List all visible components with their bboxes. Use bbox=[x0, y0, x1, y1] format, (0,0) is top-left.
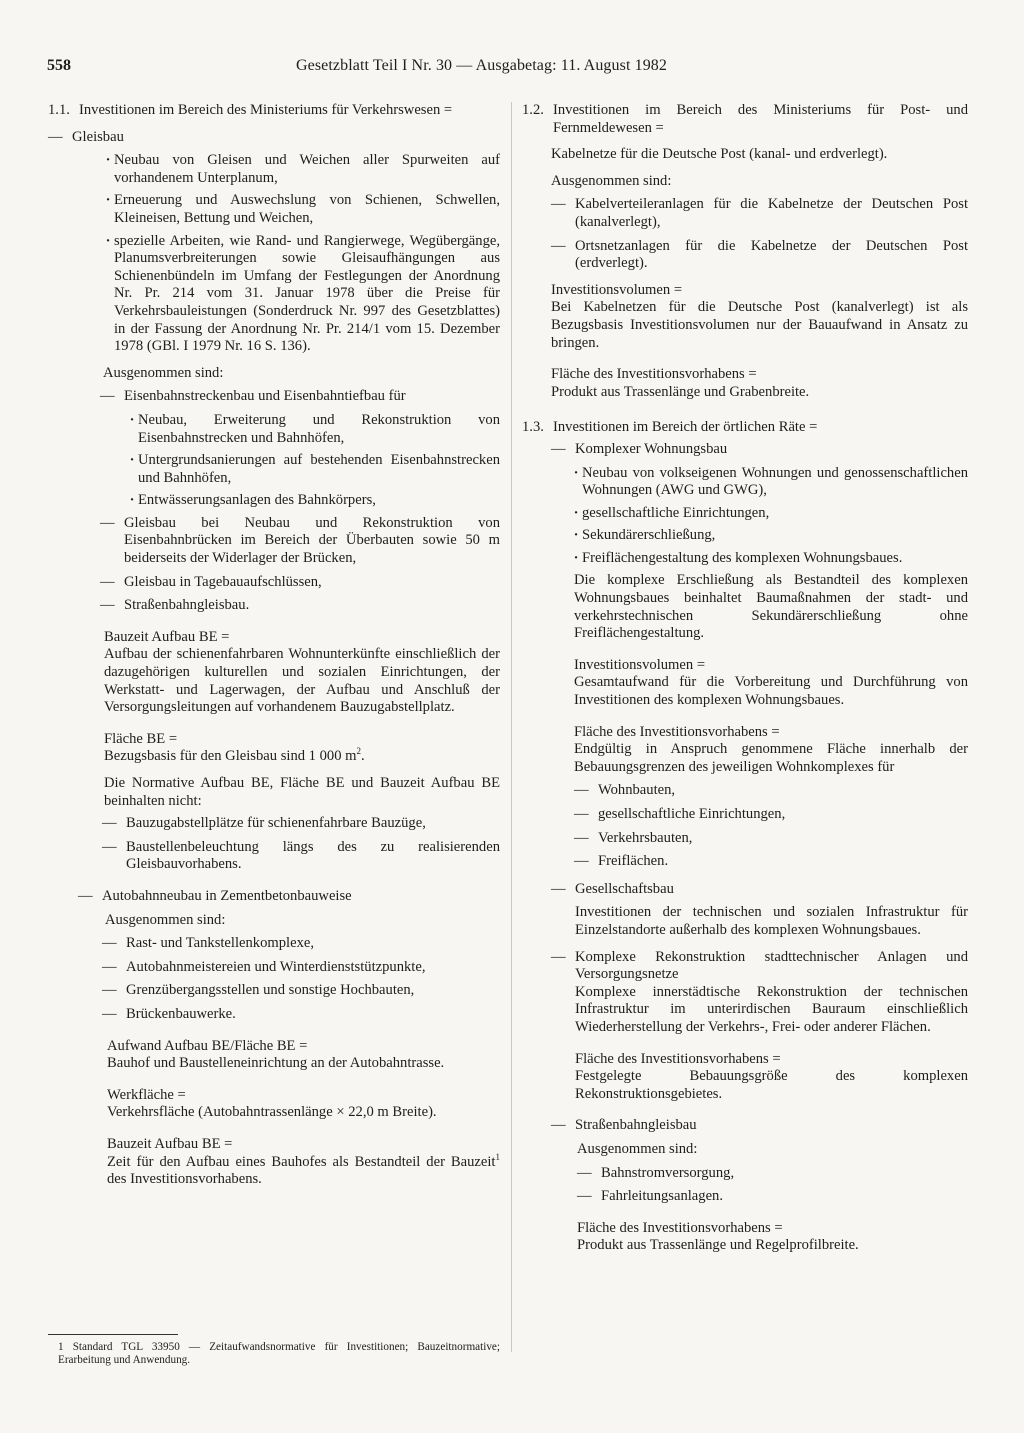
list-text: Autobahnmeistereien und Winterdienststützpunkte, bbox=[126, 958, 426, 975]
list-text: gesellschaftliche Einrichtungen, bbox=[582, 504, 770, 521]
list-text: Untergrundsanierungen auf bestehenden Eisenbahnstrecken und Bahnhöfen, bbox=[138, 452, 500, 486]
list-item bbox=[102, 1006, 500, 1024]
list-item bbox=[577, 1165, 968, 1183]
list-text: Kabelverteileranlagen für die Kabelnetze der Deutschen Post (kanalverlegt), bbox=[575, 196, 968, 230]
section-title: Investitionen im Bereich des Ministeriums für Post- und Fernmeldewesen = bbox=[553, 102, 968, 136]
paragraph-heading: Investitionsvolumen = bbox=[551, 281, 683, 298]
bullet-mark: · bbox=[105, 192, 111, 209]
list-text: Eisenbahnstreckenbau und Eisenbahntiefbau für bbox=[124, 388, 406, 405]
bauzeit-text-end: des Investitionsvorhabens. bbox=[107, 1171, 262, 1188]
list-item bbox=[48, 129, 500, 147]
section-1-3 bbox=[522, 419, 968, 437]
dash-mark: — bbox=[102, 958, 117, 975]
paragraph: Bei Kabelnetzen für die Deutsche Post (kanalverlegt) ist als Bezugsbasis Investitionsvolumen nur der Bauaufwand in Ansatz zu bringen. bbox=[551, 299, 968, 351]
dash-mark: — bbox=[102, 838, 117, 855]
list-text: Bahnstromversorgung, bbox=[601, 1164, 735, 1181]
bullet-mark: · bbox=[573, 527, 579, 544]
section-1-2 bbox=[522, 102, 968, 137]
list-item bbox=[574, 830, 968, 848]
punctuation: . bbox=[361, 748, 365, 765]
dash-mark: — bbox=[551, 440, 566, 457]
left-column bbox=[48, 102, 500, 1189]
list-text: Wohnbauten, bbox=[598, 782, 676, 799]
list-text: Neubau von Gleisen und Weichen aller Spurweiten auf vorhandenem Unterplanum, bbox=[114, 152, 500, 186]
list-text: Gleisbau in Tagebauaufschlüssen, bbox=[124, 573, 322, 590]
paragraph: Die komplexe Erschließung als Bestandteil des komplexen Wohnungsbaues beinhaltet Baumaßnahmen der stadt- und verkehrstechnischen Sekundärerschließung ohne Freiflächengestaltung. bbox=[574, 572, 968, 642]
section-title: Investitionen im Bereich der örtlichen Räte = bbox=[553, 419, 818, 436]
list-item bbox=[570, 465, 968, 500]
list-text: Neubau, Erweiterung und Rekonstruktion von Eisenbahnstrecken und Bahnhöfen, bbox=[138, 411, 500, 446]
paragraph-heading: Fläche des Investitionsvorhabens = bbox=[577, 1219, 783, 1236]
list-item bbox=[100, 574, 500, 592]
paragraph: Kabelnetze für die Deutsche Post (kanal- und erdverlegt). bbox=[551, 146, 888, 163]
dash-mark: — bbox=[102, 935, 117, 952]
section-number: 1.1. bbox=[48, 102, 70, 118]
list-item bbox=[102, 815, 500, 833]
list-item bbox=[100, 388, 500, 406]
list-item bbox=[102, 152, 500, 187]
paragraph-heading: Bauzeit Aufbau BE = bbox=[107, 1135, 233, 1152]
subheading: Komplexer Wohnungsbau bbox=[575, 440, 728, 457]
bullet-mark: · bbox=[129, 452, 135, 469]
list-text: Verkehrsbauten, bbox=[598, 829, 693, 846]
paragraph: Die Normative Aufbau BE, Fläche BE und Bauzeit Aufbau BE beinhalten nicht: bbox=[104, 775, 500, 809]
list-item bbox=[126, 412, 500, 447]
paragraph-heading: Bauzeit Aufbau BE = bbox=[104, 628, 230, 645]
list-item bbox=[574, 782, 968, 800]
subheading: Gleisbau bbox=[72, 128, 124, 145]
list-text: gesellschaftliche Einrichtungen, bbox=[598, 806, 786, 822]
dash-mark: — bbox=[102, 815, 117, 832]
paragraph-heading: Fläche des Investitionsvorhabens = bbox=[551, 366, 757, 383]
paragraph-heading: Investitionsvolumen = bbox=[574, 656, 706, 673]
paragraph bbox=[107, 1151, 500, 1189]
list-item bbox=[78, 888, 500, 906]
list-item bbox=[551, 1117, 968, 1135]
footnote: 1 Standard TGL 33950 — Zeitaufwandsnormative für Investitionen; Bauzeitnormative; Erarbeitung und Anwendung. bbox=[58, 1341, 500, 1366]
paragraph: Investitionen der technischen und sozialen Infrastruktur für Einzelstandorte außerhalb des komplexen Wohnungsbaues. bbox=[575, 904, 968, 938]
right-column bbox=[522, 102, 968, 1255]
bauzeit-text: Zeit für den Aufbau eines Bauhofes als Bestandteil der Bauzeit bbox=[107, 1153, 496, 1170]
paragraph: Ausgenommen sind: bbox=[551, 172, 672, 189]
bullet-mark: · bbox=[129, 492, 135, 509]
list-item bbox=[551, 196, 968, 231]
subheading: Straßenbahngleisbau bbox=[575, 1117, 697, 1134]
paragraph: Aufbau der schienenfahrbaren Wohnunterkünfte einschließlich der dazugehörigen kulturellen und sozialen Einrichtungen, der Werkstatt- und Lagerwagen, der Aufbau und Anschluß der Versorgungsleitungen auf vorhandenem Bauzugabstellplatz. bbox=[104, 646, 500, 716]
column-rule bbox=[511, 102, 512, 1352]
area-text: Bezugsbasis für den Gleisbau sind 1 000 m bbox=[104, 748, 357, 765]
subheading: Gesellschaftsbau bbox=[575, 880, 674, 897]
paragraph-heading: Aufwand Aufbau BE/Fläche BE = bbox=[107, 1037, 308, 1054]
list-text: Straßenbahngleisbau. bbox=[124, 597, 250, 614]
list-item bbox=[577, 1188, 968, 1206]
paragraph: Gesamtaufwand für die Vorbereitung und Durchführung von Investitionen des komplexen Wohnungsbaues. bbox=[574, 674, 968, 709]
paragraph bbox=[104, 748, 500, 766]
list-item bbox=[100, 597, 500, 615]
dash-mark: — bbox=[577, 1188, 592, 1205]
section-title: Investitionen im Bereich des Ministeriums für Verkehrswesen = bbox=[79, 102, 453, 118]
dash-mark: — bbox=[574, 853, 589, 870]
list-text: Fahrleitungsanlagen. bbox=[601, 1188, 723, 1205]
dash-mark: — bbox=[551, 196, 566, 213]
list-item bbox=[574, 853, 968, 871]
running-header: Gesetzblatt Teil I Nr. 30 — Ausgabetag: 11. August 1982 bbox=[296, 57, 667, 74]
list-item bbox=[102, 982, 500, 1000]
dash-mark: — bbox=[551, 237, 566, 254]
dash-mark: — bbox=[551, 948, 566, 965]
subheading: Komplexe Rekonstruktion stadttechnischer Anlagen und Versorgungsnetze bbox=[575, 948, 968, 983]
footnote-ref: 1 bbox=[495, 1151, 500, 1162]
dash-mark: — bbox=[100, 597, 115, 614]
list-item bbox=[102, 959, 500, 977]
list-text: Baustellenbeleuchtung längs des zu realisierenden Gleisbauvorhabens. bbox=[126, 838, 500, 873]
section-number: 1.3. bbox=[522, 419, 544, 436]
paragraph: Komplexe innerstädtische Rekonstruktion der technischen Infrastruktur im unterirdischen Bauraum einschließlich Wiederherstellung der Verkehrs-, Frei- oder anderer Flächen. bbox=[575, 983, 968, 1035]
list-text: Grenzübergangsstellen und sonstige Hochbauten, bbox=[126, 982, 415, 999]
subheading: Autobahnneubau in Zementbetonbauweise bbox=[102, 887, 352, 904]
paragraph: Ausgenommen sind: bbox=[105, 911, 226, 928]
bullet-mark: · bbox=[573, 549, 579, 566]
dash-mark: — bbox=[100, 514, 115, 531]
bullet-mark: · bbox=[129, 411, 135, 428]
paragraph: Verkehrsfläche (Autobahntrassenlänge × 22,0 m Breite). bbox=[107, 1104, 437, 1121]
superscript: 2 bbox=[356, 746, 362, 757]
dash-mark: — bbox=[574, 782, 589, 799]
paragraph: Festgelegte Bebauungsgröße des komplexen Rekonstruktionsgebietes. bbox=[575, 1068, 968, 1102]
bullet-mark: · bbox=[105, 232, 111, 249]
list-item bbox=[126, 492, 500, 510]
list-item bbox=[102, 233, 500, 356]
list-item bbox=[126, 452, 500, 487]
list-text: spezielle Arbeiten, wie Rand- und Rangierwege, Wegübergänge, Planumsverbreiterungen sowie Gleisaufhängungen aus Schienenbündeln im Umfang der Festlegungen der Anordnung Nr. Pr. 214 vom 31. Januar 1978 über die Preise für Verkehrsbauleistungen (Sonderdruck Nr. 997 des Gesetzblattes) in der Fassung der Anordnung Nr. Pr. 214/1 vom 15. Dezember 1978 (GBl. I 1979 Nr. 16 S. 136). bbox=[114, 232, 500, 355]
list-text: Rast- und Tankstellenkomplexe, bbox=[126, 935, 314, 952]
list-item bbox=[574, 806, 968, 824]
paragraph: Ausgenommen sind: bbox=[577, 1140, 698, 1157]
paragraph: Produkt aus Trassenlänge und Regelprofilbreite. bbox=[577, 1237, 859, 1254]
list-text: Brückenbauwerke. bbox=[126, 1005, 236, 1022]
footnote-rule bbox=[48, 1334, 178, 1335]
dash-mark: — bbox=[48, 128, 63, 145]
paragraph: Produkt aus Trassenlänge und Grabenbreite. bbox=[551, 383, 810, 400]
list-text: Entwässerungsanlagen des Bahnkörpers, bbox=[138, 492, 376, 509]
list-text: Freiflächen. bbox=[598, 853, 669, 870]
list-item bbox=[551, 238, 968, 273]
list-text: Sekundärerschließung, bbox=[582, 527, 716, 544]
paragraph: Bauhof und Baustelleneinrichtung an der Autobahntrasse. bbox=[107, 1055, 445, 1072]
list-item bbox=[102, 192, 500, 227]
dash-mark: — bbox=[100, 388, 115, 405]
list-item bbox=[100, 515, 500, 568]
paragraph: Endgültig in Anspruch genommene Fläche innerhalb der Bebauungsgrenzen des jeweiligen Wohnkomplexes für bbox=[574, 741, 968, 775]
dash-mark: — bbox=[577, 1164, 592, 1181]
list-item bbox=[551, 949, 968, 984]
list-item bbox=[102, 935, 500, 953]
paragraph-heading: Fläche BE = bbox=[104, 730, 178, 747]
list-text: Bauzugabstellplätze für schienenfahrbare Bauzüge, bbox=[126, 815, 426, 832]
list-text: Freiflächengestaltung des komplexen Wohnungsbaues. bbox=[582, 549, 903, 566]
dash-mark: — bbox=[574, 829, 589, 846]
bullet-mark: · bbox=[105, 152, 111, 169]
dash-mark: — bbox=[551, 880, 566, 897]
dash-mark: — bbox=[574, 806, 589, 822]
dash-mark: — bbox=[102, 982, 117, 999]
paragraph: Ausgenommen sind: bbox=[103, 364, 224, 381]
paragraph-heading: Fläche des Investitionsvorhabens = bbox=[574, 723, 780, 740]
bullet-mark: · bbox=[573, 504, 579, 521]
list-item bbox=[551, 881, 968, 899]
bullet-mark: · bbox=[573, 464, 579, 481]
list-item bbox=[102, 839, 500, 874]
dash-mark: — bbox=[551, 1117, 566, 1134]
list-item bbox=[570, 550, 968, 568]
section-1-1 bbox=[48, 102, 500, 120]
list-text: Gleisbau bei Neubau und Rekonstruktion von Eisenbahnbrücken im Bereich der Überbauten sowie 50 m beiderseits der Widerlager der Brücken, bbox=[124, 514, 500, 567]
dash-mark: — bbox=[78, 887, 93, 904]
paragraph-heading: Werkfläche = bbox=[107, 1086, 186, 1103]
list-item bbox=[551, 441, 968, 459]
dash-mark: — bbox=[100, 573, 115, 590]
section-number: 1.2. bbox=[522, 102, 544, 118]
list-item bbox=[570, 527, 968, 545]
page-number: 558 bbox=[47, 57, 71, 74]
dash-mark: — bbox=[102, 1005, 117, 1022]
list-item bbox=[570, 505, 968, 523]
paragraph-heading: Fläche des Investitionsvorhabens = bbox=[575, 1050, 781, 1067]
list-text: Neubau von volkseigenen Wohnungen und genossenschaftlichen Wohnungen (AWG und GWG), bbox=[582, 464, 968, 499]
list-text: Ortsnetzanlagen für die Kabelnetze der Deutschen Post (erdverlegt). bbox=[575, 237, 968, 272]
list-text: Erneuerung und Auswechslung von Schienen, Schwellen, Kleineisen, Bettung und Weichen, bbox=[114, 192, 500, 226]
